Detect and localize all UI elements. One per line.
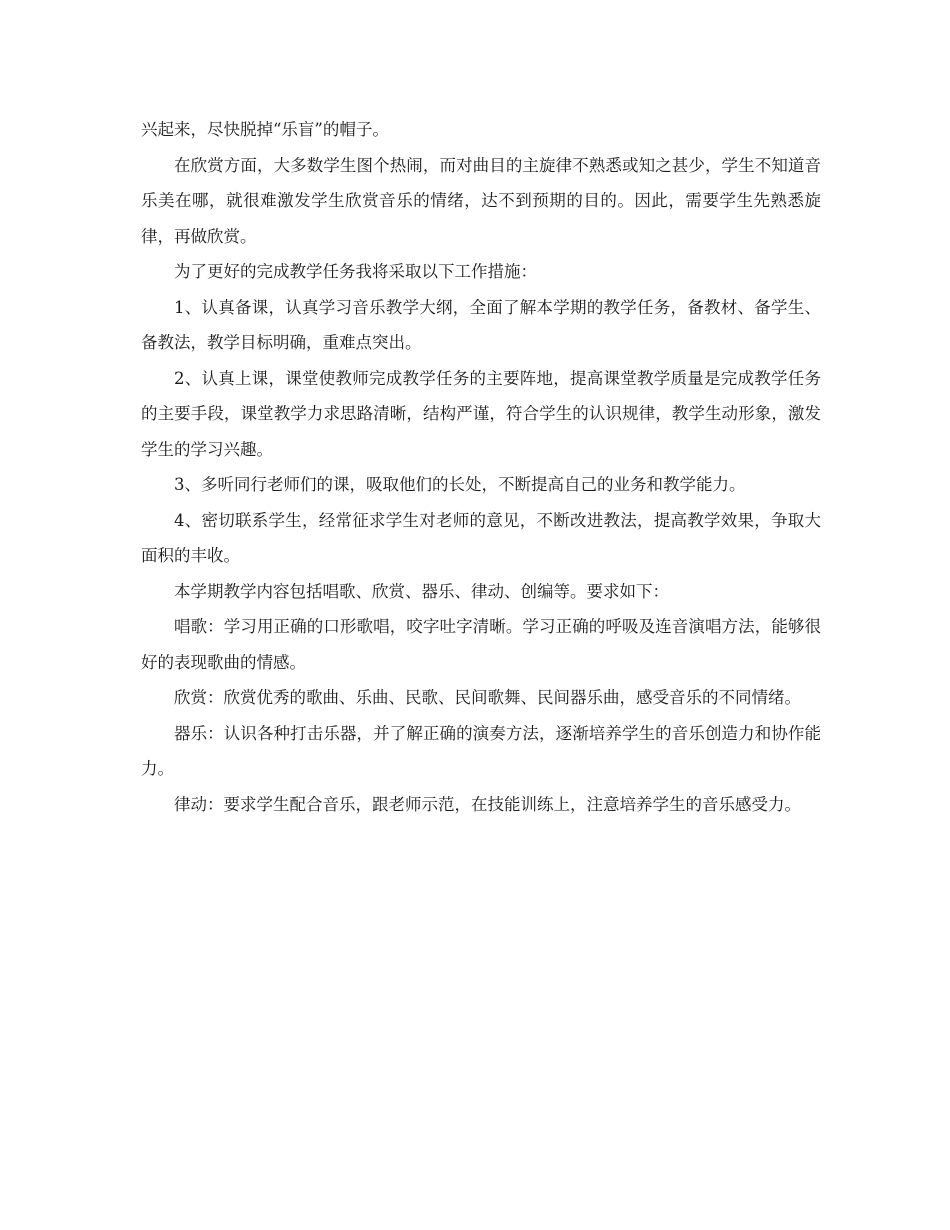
paragraph-rhythm: 律动：要求学生配合音乐，跟老师示范，在技能训练上，注意培养学生的音乐感受力。 [174, 794, 801, 814]
paragraph-instruments: 器乐：认识各种打击乐器，并了解正确的演奏方法，逐渐培养学生的音乐创造力和协作能力。 [141, 723, 821, 778]
paragraph-measure-2: 2、认真上课，课堂使教师完成教学任务的主要阵地，提高课堂教学质量是完成教学任务的主要手段，课堂教学力求思路清晰，结构严谨，符合学生的认识规律，教学生动形象，激发学生的学习兴趣。 [141, 368, 821, 459]
paragraph-appreciation-issue: 在欣赏方面，大多数学生图个热闹，而对曲目的主旋律不熟悉或知之甚少，学生不知道音乐美在哪，就很难激发学生欣赏音乐的情绪，达不到预期的目的。因此，需要学生先熟悉旋律，再做欣赏。 [141, 155, 821, 246]
paragraph-measure-1: 1、认真备课，认真学习音乐教学大纲，全面了解本学期的教学任务，备教材、备学生、备教法，教学目标明确，重难点突出。 [141, 297, 821, 352]
paragraph-singing: 唱歌：学习用正确的口形歌唱，咬字吐字清晰。学习正确的呼吸及连音演唱方法，能够很好的表现歌曲的情感。 [141, 617, 821, 672]
paragraph-continuation: 兴起来，尽快脱掉“乐盲”的帽子。 [141, 120, 389, 139]
paragraph-appreciation: 欣赏：欣赏优秀的歌曲、乐曲、民歌、民间歌舞、民间器乐曲，感受音乐的不同情绪。 [174, 688, 801, 707]
paragraph-content-intro: 本学期教学内容包括唱歌、欣赏、器乐、律动、创编等。要求如下： [174, 581, 669, 601]
paragraph-measures-intro: 为了更好的完成教学任务我将采取以下工作措施： [174, 262, 537, 281]
paragraph-measure-3: 3、多听同行老师们的课，吸取他们的长处，不断提高自己的业务和教学能力。 [174, 475, 746, 494]
paragraph-measure-4: 4、密切联系学生，经常征求学生对老师的意见，不断改进教法，提高教学效果，争取大面积的丰收。 [141, 510, 821, 565]
document-body [141, 112, 821, 822]
